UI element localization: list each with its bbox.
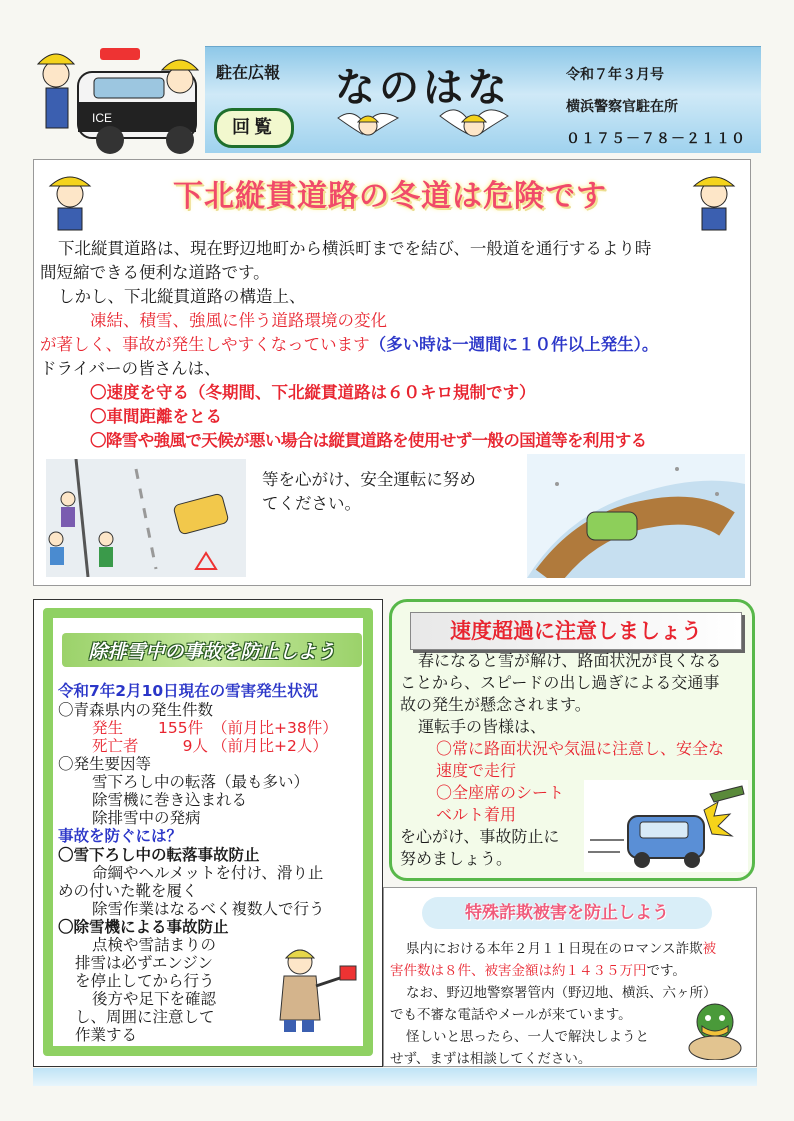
winged-mascot-icon	[438, 100, 510, 150]
section1-line: 間短縮できる便利な道路です。	[40, 263, 270, 282]
cause-label: 〇発生要因等	[58, 755, 152, 773]
closing-line: 等を心がけ、安全運転に努め	[262, 470, 476, 489]
fraud-line: せず、まずは相談してください。	[390, 1051, 592, 1067]
section3-closing: を心がけ、事故防止に	[400, 827, 560, 846]
fraud-stat: 被	[702, 941, 717, 957]
drivers-line: ドライバーの皆さんは、	[40, 359, 221, 378]
stat-value: 9人	[182, 737, 208, 755]
accident-warning: が著しく、事故が発生しやすくなっています	[40, 335, 370, 354]
snow-shoveling-person-illustration	[270, 940, 360, 1040]
section1-line: 下北縦貫道路は、現在野辺地町から横浜町までを結び、一般道を通行するより時	[58, 239, 652, 258]
prevent2-line: 排雪は必ずエンジン	[75, 954, 213, 972]
prevent2-title: 〇除雪機による事故防止	[58, 918, 229, 936]
safety-point: 〇速度を守る（冬期間、下北縦貫道路は６０キロ規制です）	[90, 383, 536, 402]
section4-heading: 特殊詐欺被害を防止しよう	[422, 897, 712, 929]
cause-item: 除排雪中の発病	[92, 809, 201, 827]
cause-item: 雪下ろし中の転落（最も多い）	[92, 773, 310, 791]
safety-point: 〇車間距離をとる	[90, 407, 222, 426]
prevent1-line: めの付いた靴を履く	[58, 882, 198, 900]
speed-safety-point: 〇全座席のシート	[436, 783, 565, 802]
prevent1-line: 命綱やヘルメットを付け、滑り止	[92, 864, 324, 882]
status-title: 令和7年2月10日現在の雪害発生状況	[58, 682, 319, 700]
car-crash-illustration	[584, 780, 748, 872]
speed-safety-point: 〇常に路面状況や気温に注意し、安全な	[436, 739, 725, 758]
cause-item: 除雪機に巻き込まれる	[92, 791, 248, 809]
prevent1-line: 除雪作業はなるべく複数人で行う	[92, 900, 325, 918]
winged-mascot-icon	[336, 104, 400, 148]
stat-label: 死亡者	[92, 737, 139, 755]
stat-diff: （前月比+2人）	[212, 737, 328, 755]
fraud-line: でも不審な電話やメールが来ています。	[390, 1007, 632, 1023]
kairan-badge: 回覧	[214, 108, 294, 148]
stat-row	[92, 737, 328, 756]
footer-band	[33, 1068, 757, 1086]
phone-number: ０１７５－７８－２１１０	[566, 131, 746, 147]
roadside-accident-illustration	[46, 459, 246, 577]
car-label: ICE	[92, 111, 113, 125]
closing-line: てください。	[262, 494, 361, 513]
frequency-note: （多い時は一週間に１０件以上発生）。	[369, 335, 659, 354]
issue-date: 令和７年３月号	[566, 67, 664, 83]
speed-safety-point: ベルト着用	[436, 805, 517, 824]
count-label: 〇青森県内の発生件数	[58, 701, 214, 719]
section3-line: 春になると雪が解け、路面状況が良くなる	[418, 651, 722, 670]
police-mascot-icon	[684, 168, 744, 232]
stat-diff: （前月比+38件）	[212, 719, 338, 737]
prevent2-line: 作業する	[75, 1026, 138, 1044]
prevent2-line: し、周囲に注意して	[75, 1008, 215, 1026]
stat-row	[92, 719, 338, 738]
snowy-road-car-illustration	[527, 454, 745, 578]
prevent2-line: 後方や足下を確認	[92, 990, 217, 1008]
office-name: 横浜警察官駐在所	[566, 99, 678, 115]
section2-heading: 除排雪中の事故を防止しよう	[88, 641, 336, 663]
fraud-stat: 害件数は８件、被害金額は約１４３５万円	[390, 963, 647, 979]
police-car-mascot-illustration	[30, 40, 200, 155]
stat-label: 発生	[92, 719, 124, 737]
section1-heading: 下北縦貫道路の冬道は危険です	[173, 179, 607, 214]
prevent2-line: 点検や雪詰まりの	[92, 936, 217, 954]
newsletter-title: なのはな	[335, 64, 511, 111]
fraud-line: です。	[646, 963, 686, 979]
section3-line: 運転手の皆様は、	[418, 717, 547, 736]
road-condition-warning: 凍結、積雪、強風に伴う道路環境の変化	[90, 311, 387, 330]
police-mascot-icon	[40, 168, 100, 232]
section3-line: 故の発生が懸念されます。	[400, 695, 591, 714]
newsletter-kind: 駐在広報	[216, 63, 281, 82]
section3-line: ことから、スピードの出し過ぎによる交通事	[400, 673, 720, 692]
fraud-line: なお、野辺地警察署管内（野辺地、横浜、六ヶ所）	[406, 985, 717, 1001]
section3-heading: 速度超過に注意しましょう	[410, 612, 742, 650]
prevent1-title: 〇雪下ろし中の転落事故防止	[58, 846, 260, 864]
prevent2-line: を停止してから行う	[75, 972, 215, 990]
stat-value: 155件	[158, 719, 204, 737]
fraud-line: 県内における本年２月１１日現在のロマンス詐欺	[406, 941, 703, 957]
section1-line: しかし、下北縦貫道路の構造上、	[58, 287, 306, 306]
speed-safety-point: 速度で走行	[436, 761, 517, 780]
fraud-line: 怪しいと思ったら、一人で解決しようと	[406, 1029, 649, 1045]
prevent-title: 事故を防ぐには？	[58, 827, 183, 845]
duck-mascot-icon	[682, 998, 748, 1060]
section3-closing: 努めましょう。	[400, 849, 513, 868]
safety-point: 〇降雪や強風で天候が悪い場合は縦貫道路を使用せず一般の国道等を利用する	[90, 431, 647, 450]
